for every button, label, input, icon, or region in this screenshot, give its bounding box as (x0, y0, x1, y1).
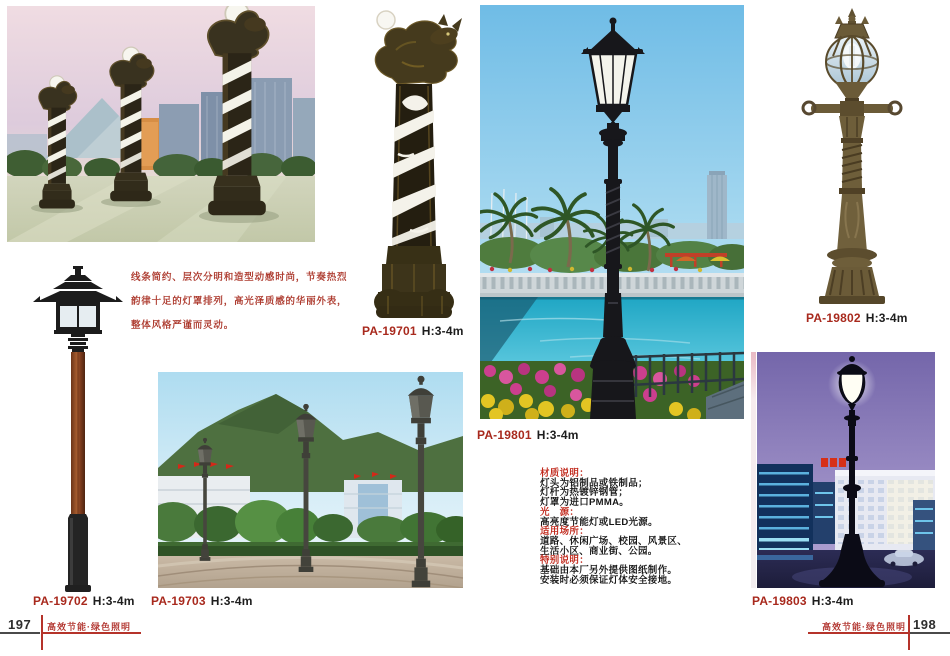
page-number-left: 197 (8, 617, 32, 632)
photo-edge-strip (751, 352, 756, 588)
spec-line: 道路、休闲广场、校园、风景区、 (540, 535, 688, 547)
pa19701-label (362, 324, 464, 338)
spec-line: 高亮度节能灯或LED光源。 (540, 516, 658, 528)
spec-line: 灯杆为热镀锌钢管； (540, 487, 629, 499)
spec-line: 灯罩为进口PMMA。 (540, 497, 630, 509)
globe-lamp-illustration (795, 6, 937, 306)
pa19703-label (151, 594, 253, 608)
pa19702-label (33, 594, 135, 608)
pa19702-height: H:3-4m (92, 594, 135, 608)
pa19703-code: PA-19703 (151, 594, 206, 608)
plaza-illustration (7, 6, 315, 242)
park-lamps-illustration (158, 372, 463, 588)
description-line: 韵律十足的灯罩排列，高光泽质感的华丽外表， (131, 296, 348, 307)
pa19802-height: H:3-4m (865, 311, 908, 325)
spec-block (540, 469, 687, 585)
pa19801-code: PA-19801 (477, 428, 532, 442)
pa19803-height: H:3-4m (811, 594, 854, 608)
pa19803-code: PA-19803 (752, 594, 807, 608)
pa19703-product-photo (158, 372, 463, 588)
spec-line: 灯头为铝制品或铁制品； (540, 477, 648, 489)
product-description (131, 266, 347, 338)
pa19801-height: H:3-4m (536, 428, 579, 442)
spec-light-title: 光 源： (540, 506, 580, 518)
pa19802-label (806, 311, 908, 325)
footer-underline-right (808, 632, 908, 634)
spec-usage-title: 适用场所： (540, 526, 590, 538)
pa19801-label (477, 428, 579, 442)
pa19701-code: PA-19701 (362, 324, 417, 338)
spec-line: 安装时必须保证灯体安全接地。 (540, 574, 678, 586)
page-number-right: 198 (913, 617, 937, 632)
spec-line: 基础由本厂另外提供图纸制作。 (540, 565, 678, 577)
pa19701-product-photo (362, 6, 470, 322)
description-line: 线条简约、层次分明和造型动感时尚，节奏热烈 (131, 272, 348, 283)
pagoda-lantern-illustration (28, 256, 153, 594)
pa19802-code: PA-19802 (806, 311, 861, 325)
pa19803-label (752, 594, 854, 608)
footer-divider-left (0, 632, 40, 634)
pa19803-product-photo (757, 352, 935, 588)
spec-material-title: 材质说明： (540, 468, 590, 479)
footer-slogan-right: 高效节能·绿色照明 (822, 622, 906, 632)
night-lamp-illustration (757, 352, 935, 588)
pa19801-product-photo (480, 5, 744, 419)
footer-slogan-left: 高效节能·绿色照明 (47, 622, 131, 632)
footer-divider-right (910, 632, 950, 634)
pa19703-height: H:3-4m (210, 594, 253, 608)
footer-underline-left (41, 632, 141, 634)
dragon-column-illustration (362, 6, 470, 322)
spec-line: 生活小区、商业街、公园。 (540, 545, 658, 557)
plaza-dragon-columns-photo (7, 6, 315, 242)
pa19802-product-photo (795, 6, 937, 306)
spec-special-title: 特别说明： (540, 555, 590, 567)
pa19701-height: H:3-4m (421, 324, 464, 338)
pa19702-product-photo (28, 256, 153, 594)
description-line: 整体风格严谨而灵动。 (131, 320, 235, 331)
riverside-lamp-illustration (480, 5, 744, 419)
pa19702-code: PA-19702 (33, 594, 88, 608)
